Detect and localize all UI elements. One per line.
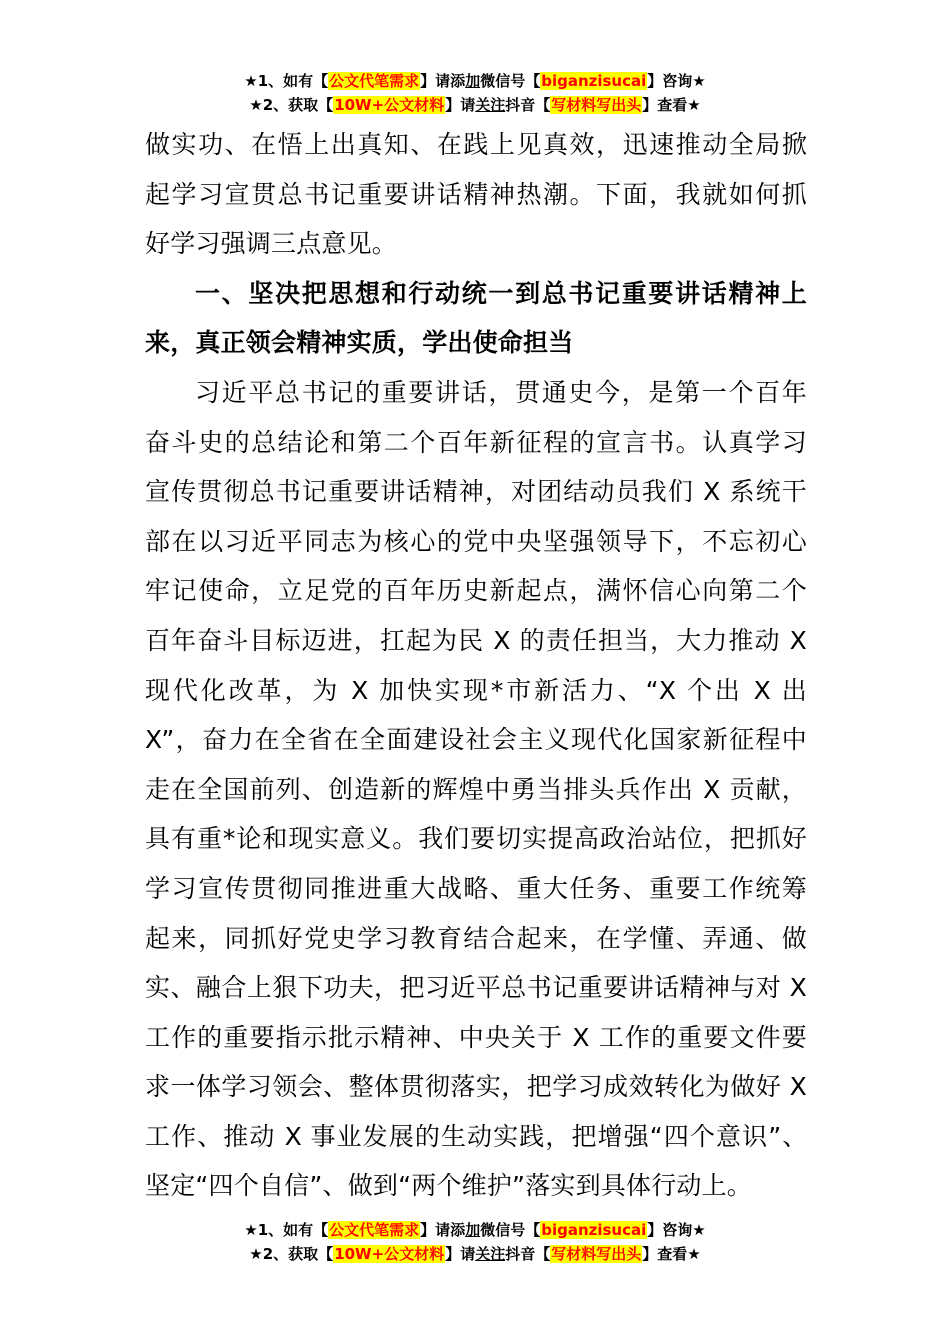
banner-line-2: ★2、获取【10W+公文材料】请关注抖音【写材料写出头】查看★ — [249, 96, 701, 114]
footer-highlight-materials: 10W+公文材料 — [334, 1245, 445, 1263]
body-line-22: 坚定“四个自信”、做到“两个维护”落实到具体行动上。 — [145, 1171, 753, 1201]
footer-highlight-wechat-id: biganzisucai — [541, 1221, 647, 1239]
highlight-douyin: 写材料写出头 — [551, 96, 642, 114]
body-line-6: 习近平总书记的重要讲话，贯通史今，是第一个百年 — [195, 377, 807, 407]
body-line-18: 实、融合上狠下功夫，把习近平总书记重要讲话精神与对 X — [145, 973, 807, 1003]
header-banner — [0, 69, 950, 117]
highlight-service: 公文代笔需求 — [329, 72, 420, 90]
body-line-17: 起来，同抓好党史学习教育结合起来，在学懂、弄通、做 — [145, 923, 807, 953]
footer-highlight-douyin: 写材料写出头 — [551, 1245, 642, 1263]
section-heading-line-1: 一、坚决把思想和行动统一到总书记重要讲话精神上 — [195, 278, 807, 308]
body-line-14: 走在全国前列、创造新的辉煌中勇当排头兵作出 X 贡献， — [145, 774, 807, 804]
footer-highlight-service: 公文代笔需求 — [329, 1221, 420, 1239]
body-line-1: 做实功、在悟上出真知、在践上见真效，迅速推动全局掀 — [145, 130, 807, 159]
body-line-3: 好学习强调三点意见。 — [145, 229, 398, 259]
body-line-15: 具有重*论和现实意义。我们要切实提高政治站位，把抓好 — [145, 824, 807, 854]
body-line-11: 百年奋斗目标迈进，扛起为民 X 的责任担当，大力推动 X — [145, 625, 807, 655]
body-line-7: 奋斗史的总结论和第二个百年新征程的宣言书。认真学习 — [145, 427, 807, 457]
highlight-materials: 10W+公文材料 — [334, 96, 445, 114]
body-line-21: 工作、推动 X 事业发展的生动实践，把增强“四个意识”、 — [145, 1121, 807, 1151]
highlight-wechat-id: biganzisucai — [541, 72, 647, 90]
body-line-12: 现代化改革，为 X 加快实现*市新活力、“X 个出 X 出 — [145, 675, 807, 705]
body-line-16: 学习宣传贯彻同推进重大战略、重大任务、重要工作统筹 — [145, 873, 807, 903]
footer-banner — [0, 1218, 950, 1266]
body-line-8: 宣传贯彻总书记重要讲话精神，对团结动员我们 X 系统干 — [145, 477, 807, 507]
document-body — [145, 120, 807, 1211]
body-line-13: X”，奋力在全省在全面建设社会主义现代化国家新征程中 — [145, 725, 807, 755]
footer-line-2: ★2、获取【10W+公文材料】请关注抖音【写材料写出头】查看★ — [249, 1245, 701, 1263]
section-heading-line-2: 来，真正领会精神实质，学出使命担当 — [145, 328, 574, 358]
body-line-9: 部在以习近平同志为核心的党中央坚强领导下，不忘初心 — [145, 526, 807, 556]
body-line-19: 工作的重要指示批示精神、中央关于 X 工作的重要文件要 — [145, 1022, 807, 1052]
body-line-2: 起学习宣贯总书记重要讲话精神热潮。下面，我就如何抓 — [145, 179, 807, 209]
body-line-20: 求一体学习领会、整体贯彻落实，把学习成效转化为做好 X — [145, 1072, 807, 1102]
banner-line-1: ★1、如有【公文代笔需求】请添加微信号【biganzisucai】咨询★ — [244, 72, 706, 90]
footer-line-1: ★1、如有【公文代笔需求】请添加微信号【biganzisucai】咨询★ — [244, 1221, 706, 1239]
body-line-10: 牢记使命，立足党的百年历史新起点，满怀信心向第二个 — [145, 576, 807, 606]
